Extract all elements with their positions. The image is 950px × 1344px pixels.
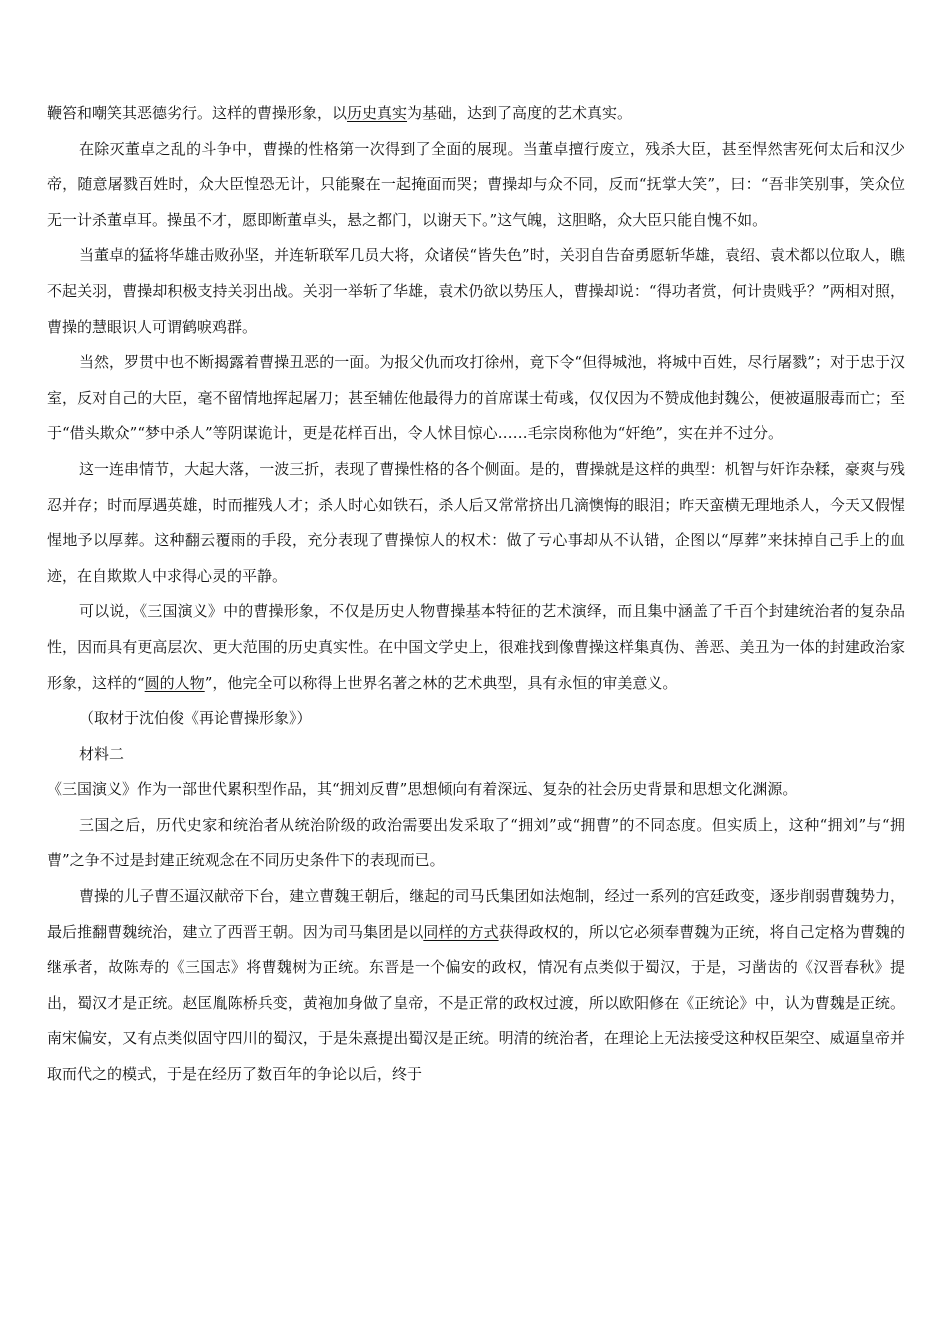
paragraph-5 <box>47 452 905 594</box>
text-run: 当然，罗贯中也不断揭露着曹操丑恶的一面。为报父仇而攻打徐州，竟下令“但得城池，将城中百姓，尽行屠戮”；对于忠于汉室，反对自己的大臣，毫不留情地挥起屠刀；甚至辅佐他最得力的首席谋士荀彧，仅仅因为不赞成他封魏公，便被逼服毒而亡；至于“借头欺众”“梦中杀人”等阴谋诡计，更是花样百出，令人怵目惊心……毛宗岗称他为“奸绝”，实在并不过分。 <box>47 353 905 443</box>
paragraph-1 <box>47 96 905 132</box>
text-run: 这一连串情节，大起大落，一波三折，表现了曹操性格的各个侧面。是的，曹操就是这样的典型：机智与奸诈杂糅，豪爽与残忍并存；时而厚遇英雄，时而摧残人才；杀人时心如铁石，杀人后又常常挤出几滴懊悔的眼泪；昨天蛮横无理地杀人，今天又假惺惺地予以厚葬。这种翻云覆雨的手段，充分表现了曹操惊人的权术：做了亏心事却从不认错，企图以“厚葬”来抹掉自己手上的血迹，在自欺欺人中求得心灵的平静。 <box>47 459 905 585</box>
underlined-text: 同样的方式 <box>423 922 499 941</box>
text-run: 可以说，《三国演义》中的曹操形象，不仅是历史人物曹操基本特征的艺术演绎，而且集中涵盖了千百个封建统治者的复杂品性，因而具有更高层次、更大范围的历史真实性。在中国文学史上，很难找到像曹操这样集真伪、善恶、美丑为一体的封建政治家形象，这样的“ <box>47 602 905 692</box>
text-run: 获得政权的，所以它必须奉曹魏为正统，将自己定格为曹魏的继承者，故陈寿的《三国志》将曹魏树为正统。东晋是一个偏安的政权，情况有点类似于蜀汉，于是，习凿齿的《汉晋春秋》提出，蜀汉才是正统。赵匡胤陈桥兵变，黄袍加身做了皇帝，不是正常的政权过渡，所以欧阳修在《正统论》中，认为曹魏是正统。南宋偏安，又有点类似固守四川的蜀汉，于是朱熹提出蜀汉是正统。明清的统治者，在理论上无法接受这种权臣架空、威逼皇帝并取而代之的模式，于是在经历了数百年的争论以后，终于 <box>47 922 905 1084</box>
paragraph-6 <box>47 594 905 701</box>
paragraph-11 <box>47 879 905 1093</box>
text-run: ”，他完全可以称得上世界名著之林的艺术典型，具有永恒的审美意义。 <box>204 673 678 692</box>
paragraph-4 <box>47 345 905 452</box>
paragraph-9 <box>47 772 905 808</box>
material-heading <box>47 737 905 773</box>
text-run: 三国之后，历代史家和统治者从统治阶级的政治需要出发采取了“拥刘”或“拥曹”的不同态度。但实质上，这种“拥刘”与“拥曹”之争不过是封建正统观念在不同历史条件下的表现而已。 <box>47 815 905 870</box>
document-page <box>47 96 905 1093</box>
text-run: （取材于沈伯俊《再论曹操形象》） <box>79 709 312 728</box>
text-run: 曹操的儿子曹丕逼汉献帝下台，建立曹魏王朝后，继起的司马氏集团如法炮制，经过一系列的宫廷政变，逐步削弱曹魏势力，最后推翻曹魏统治，建立了西晋王朝。因为司马集团是以 <box>47 887 905 941</box>
text-run: 在除灭董卓之乱的斗争中，曹操的性格第一次得到了全面的展现。当董卓擅行废立，残杀大臣，甚至悍然害死何太后和汉少帝，随意屠戮百姓时，众大臣惶恐无计，只能聚在一起掩面而哭；曹操却与众不同，反而“抚掌大笑”，曰：“吾非笑别事，笑众位无一计杀董卓耳。操虽不才，愿即断董卓头，悬之都门，以谢天下。”这气魄，这胆略，众大臣只能自愧不如。 <box>47 139 905 229</box>
underlined-text: 历史真实 <box>347 104 408 122</box>
text-run: 为基础，达到了高度的艺术真实。 <box>407 104 633 122</box>
text-run: 鞭笞和嘲笑其恶德劣行。这样的曹操形象，以 <box>47 104 348 122</box>
paragraph-10 <box>47 808 905 879</box>
source-citation <box>47 701 905 737</box>
text-run: 当董卓的猛将华雄击败孙坚，并连斩联军几员大将，众诸侯“皆失色”时，关羽自告奋勇愿斩华雄，袁绍、袁术都以位取人，瞧不起关羽，曹操却积极支持关羽出战。关羽一举斩了华雄，袁术仍欲以势压人，曹操却说：“得功者赏，何计贵贱乎？”两相对照，曹操的慧眼识人可谓鹤唳鸡群。 <box>47 246 905 336</box>
text-run: 《三国演义》作为一部世代累积型作品，其“拥刘反曹”思想倾向有着深远、复杂的社会历史背景和思想文化渊源。 <box>47 780 798 799</box>
paragraph-3 <box>47 238 905 345</box>
text-run: 材料二 <box>79 744 125 763</box>
paragraph-2 <box>47 132 905 239</box>
underlined-text: 圆的人物 <box>144 673 205 692</box>
